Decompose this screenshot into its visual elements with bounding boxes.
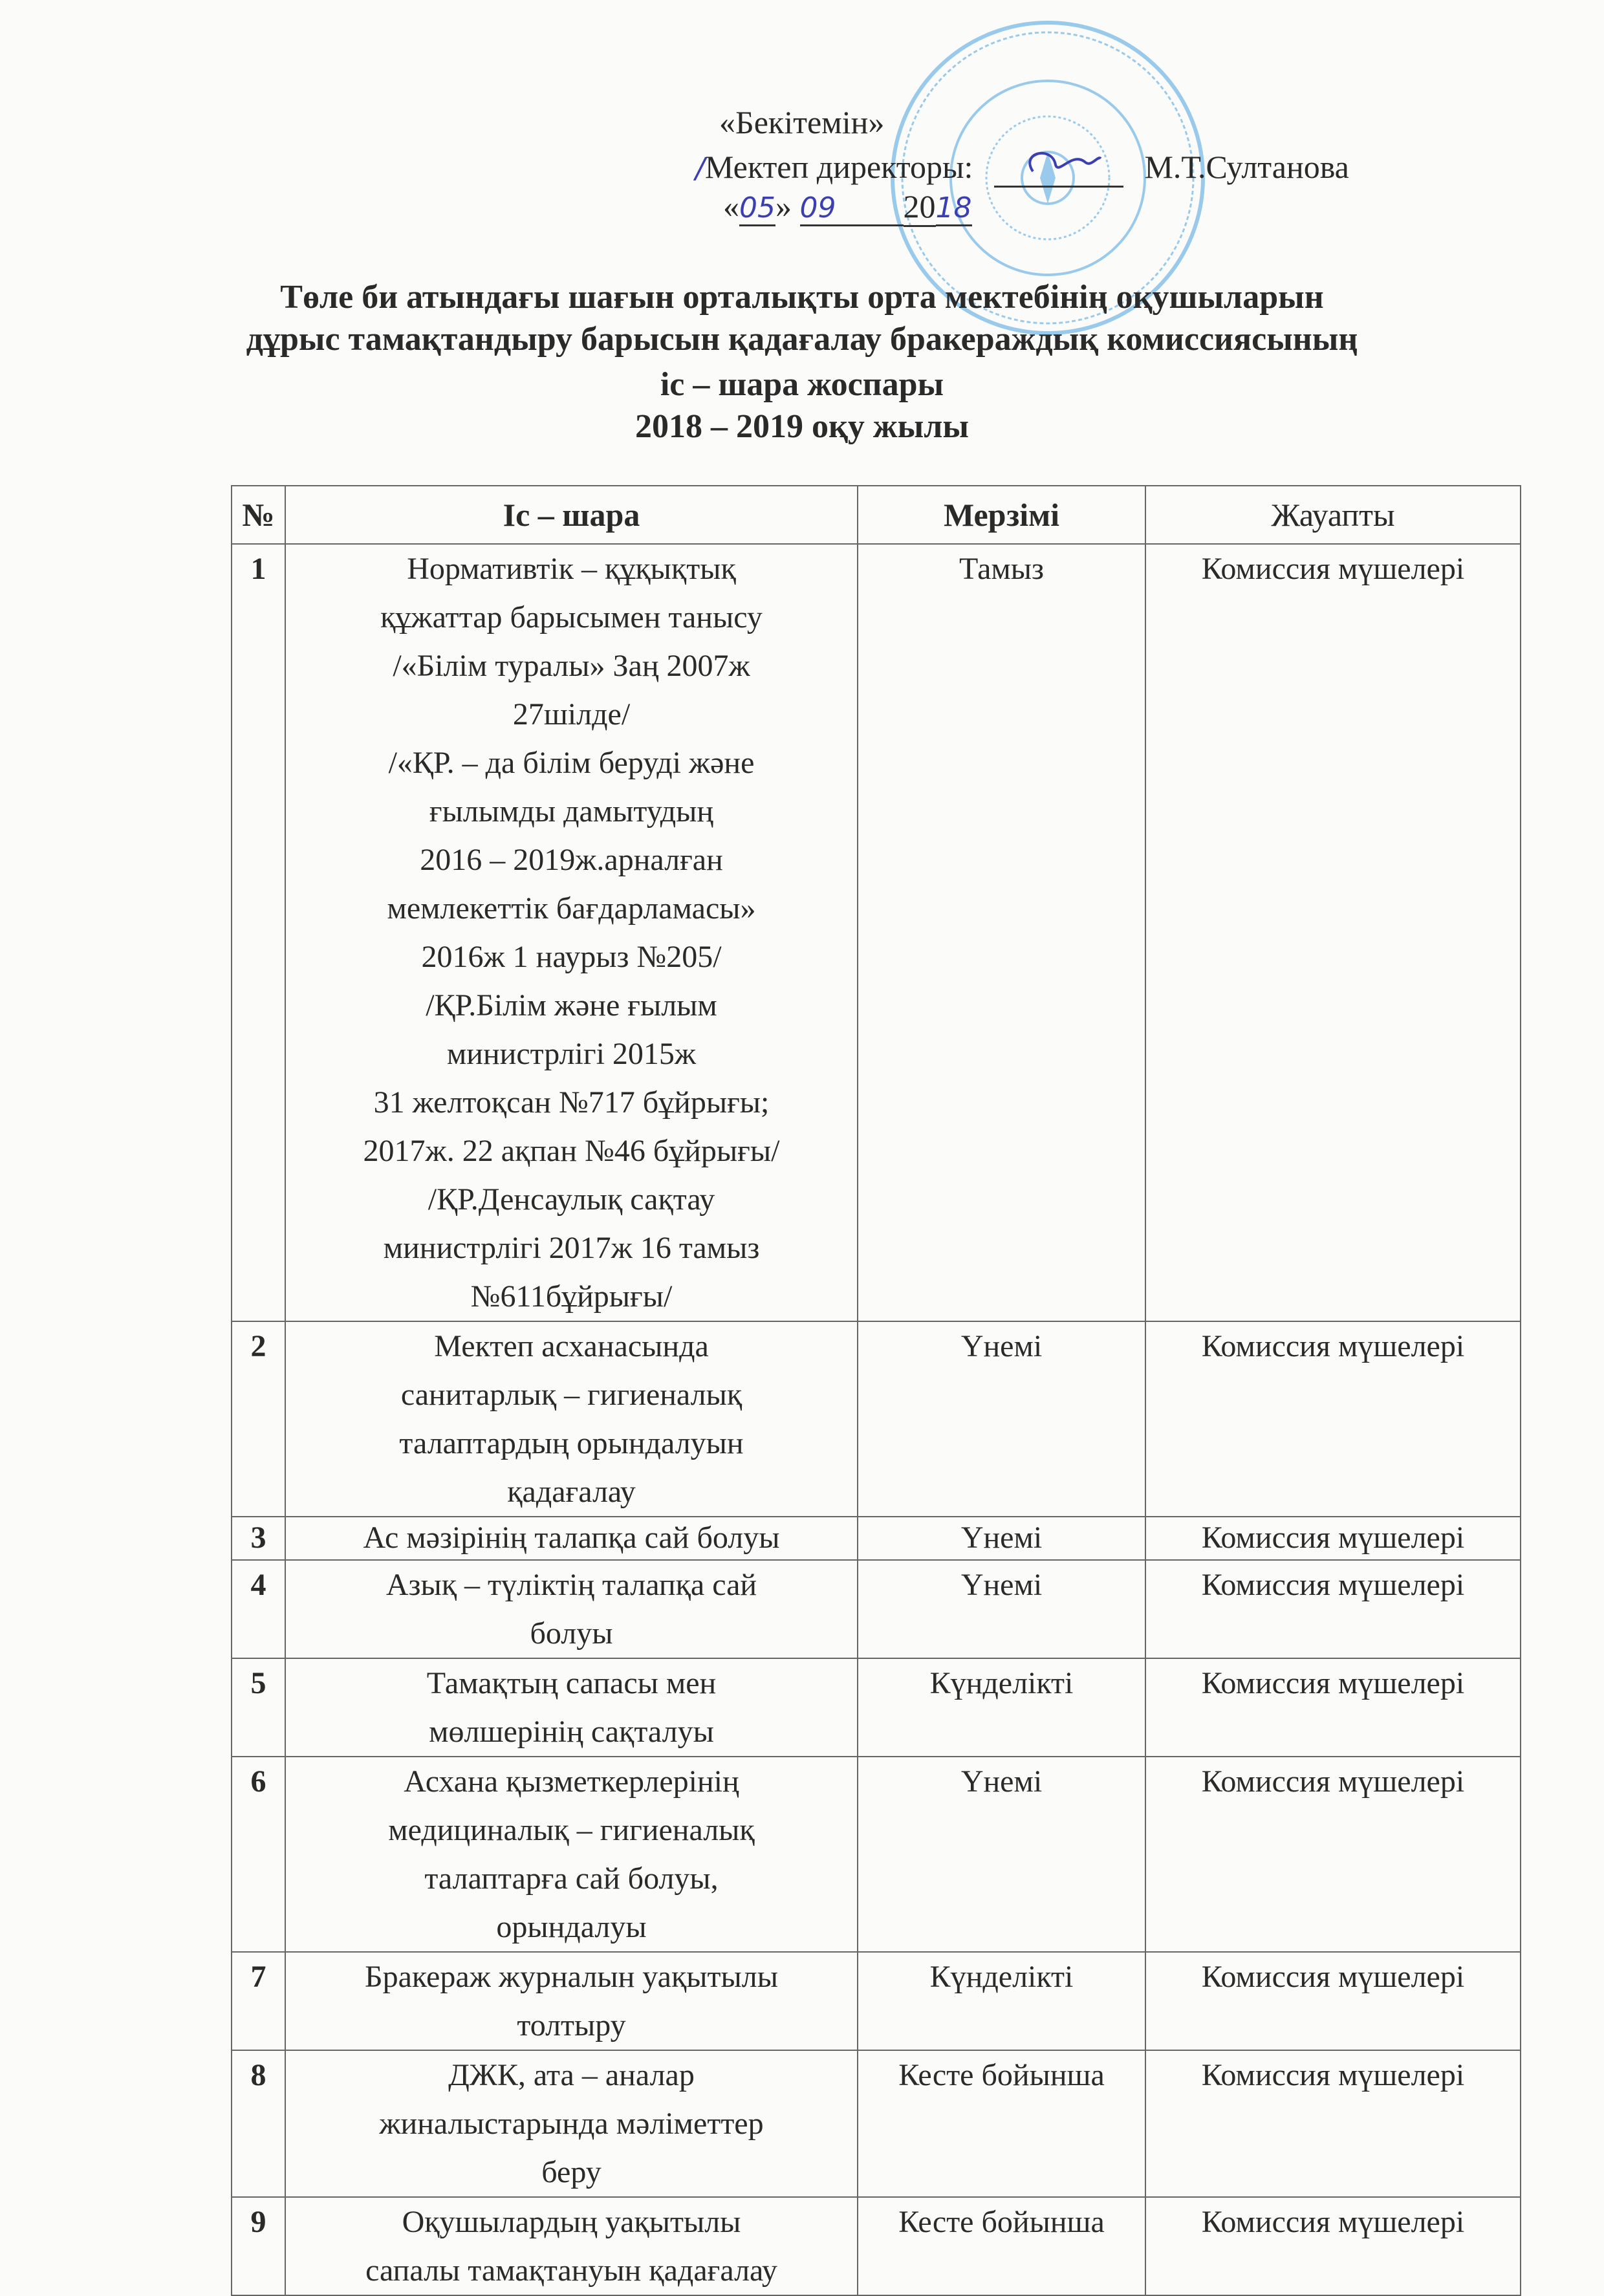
date-day: 05: [739, 191, 775, 226]
row-number: 2: [232, 1321, 285, 1517]
row-activity: Нормативтік – құқықтық құжаттар барысымен танысу /«Білім туралы» Заң 2007ж 27шілде/ /«ҚР. – да білім беруді және ғылымды дамытудың 2016 – 2019ж.арналған мемлекеттік бағдарламасы» 2016ж 1 наурыз №205/ /ҚР.Білім және ғылым министрлігі 2015ж 31 желтоқсан №717 бұйрығы; 2017ж. 22 ақпан №46 бұйрығы/ /ҚР.Денсаулық сақтау министрлігі 2017ж 16 тамыз №611бұйрығы/: [285, 544, 858, 1321]
row-responsible: Комиссия мүшелері: [1145, 1757, 1521, 1952]
header-number: №: [232, 486, 285, 544]
row-responsible: Комиссия мүшелері: [1145, 2197, 1521, 2295]
date-open-quote: «: [723, 188, 739, 224]
table-row: [232, 1560, 1521, 1658]
table-row: [232, 1658, 1521, 1757]
row-number: 3: [232, 1517, 285, 1560]
handwritten-slash: /: [695, 152, 705, 185]
row-deadline: Үнемі: [858, 1321, 1145, 1517]
table-row: [232, 1757, 1521, 1952]
header-activity: Іс – шара: [285, 486, 858, 544]
row-activity: ДЖК, ата – аналар жиналыстарында мәліметтер беру: [285, 2050, 858, 2197]
row-deadline: Үнемі: [858, 1560, 1145, 1658]
header-responsible: Жауапты: [1145, 486, 1521, 544]
table-row: [232, 544, 1521, 1321]
date-year-suffix: 18: [936, 191, 972, 226]
director-name: М.Т.Султанова: [1144, 149, 1349, 185]
row-activity: Асхана қызметкерлерінің медициналық – гигиеналық талаптарға сай болуы, орындалуы: [285, 1757, 858, 1952]
row-number: 6: [232, 1757, 285, 1952]
row-activity: Азық – түліктің талапқа сай болуы: [285, 1560, 858, 1658]
row-deadline: Тамыз: [858, 544, 1145, 1321]
row-number: 8: [232, 2050, 285, 2197]
date-close-quote: »: [775, 188, 792, 224]
row-activity: Бракераж журналын уақытылы толтыру: [285, 1952, 858, 2050]
row-responsible: Комиссия мүшелері: [1145, 544, 1521, 1321]
title-line-1: Төле би атындағы шағын орталықты орта мектебінің оқушыларын: [280, 279, 1324, 316]
signature-line: [994, 146, 1123, 188]
approval-date: [723, 188, 972, 227]
row-activity: Оқушылардың уақытылы сапалы тамақтануын қадағалау: [285, 2197, 858, 2295]
table-row: [232, 2197, 1521, 2295]
row-responsible: Комиссия мүшелері: [1145, 1560, 1521, 1658]
row-activity: Тамақтың сапасы мен мөлшерінің сақталуы: [285, 1658, 858, 1757]
row-number: 7: [232, 1952, 285, 2050]
row-number: 5: [232, 1658, 285, 1757]
row-number: 9: [232, 2197, 285, 2295]
row-responsible: Комиссия мүшелері: [1145, 1517, 1521, 1560]
row-responsible: Комиссия мүшелері: [1145, 1952, 1521, 2050]
signature-icon: [994, 146, 1123, 178]
table-row: [232, 1517, 1521, 1560]
row-number: 4: [232, 1560, 285, 1658]
title-line-2: дұрыс тамақтандыру барысын қадағалау бракераждық комиссиясының: [246, 321, 1358, 358]
table-row: [232, 1952, 1521, 2050]
table-row: [232, 2050, 1521, 2197]
row-responsible: Комиссия мүшелері: [1145, 1321, 1521, 1517]
director-label: Мектеп директоры:: [704, 149, 973, 185]
row-number: 1: [232, 544, 285, 1321]
director-line: [695, 146, 1349, 188]
header-deadline: Мерзімі: [858, 486, 1145, 544]
row-deadline: Күнделікті: [858, 1658, 1145, 1757]
row-responsible: Комиссия мүшелері: [1145, 1658, 1521, 1757]
activity-plan-table: [231, 485, 1521, 2296]
date-year-prefix: 20: [904, 188, 936, 227]
row-deadline: Үнемі: [858, 1757, 1145, 1952]
row-deadline: Күнделікті: [858, 1952, 1145, 2050]
approved-label: «Бекітемін»: [719, 104, 885, 140]
date-month: 09: [800, 191, 904, 226]
row-deadline: Кесте бойынша: [858, 2197, 1145, 2295]
table-row: [232, 1321, 1521, 1517]
table-header-row: [232, 486, 1521, 544]
row-deadline: Кесте бойынша: [858, 2050, 1145, 2197]
row-activity: Ас мәзірінің талапқа сай болуы: [285, 1517, 858, 1560]
row-deadline: Үнемі: [858, 1517, 1145, 1560]
row-activity: Мектеп асханасында санитарлық – гигиеналық талаптардың орындалуын қадағалау: [285, 1321, 858, 1517]
title-line-4: 2018 – 2019 оқу жылы: [634, 408, 970, 445]
row-responsible: Комиссия мүшелері: [1145, 2050, 1521, 2197]
title-line-3: іс – шара жоспары: [660, 366, 944, 403]
